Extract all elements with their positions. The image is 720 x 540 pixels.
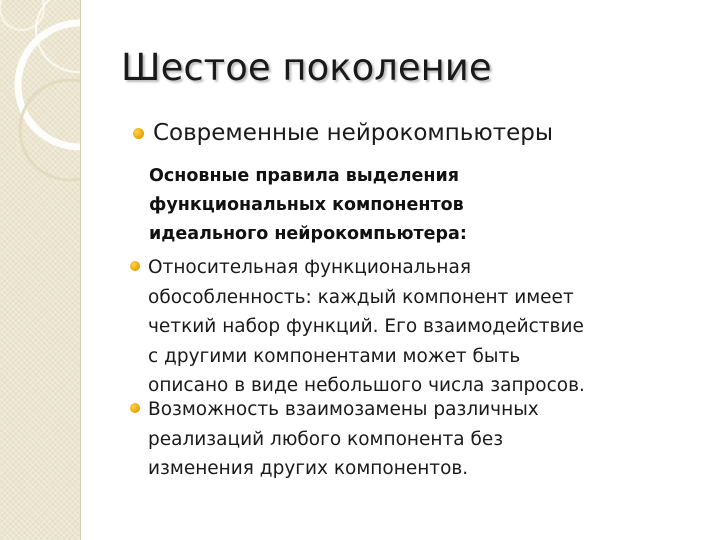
bullet-icon	[130, 403, 140, 413]
side-divider	[80, 0, 81, 540]
subheading-line: идеального нейрокомпьютера:	[149, 224, 467, 244]
decorative-side-panel	[0, 0, 80, 540]
paragraph-line: реализаций любого компонента без	[148, 428, 504, 450]
paragraph-line: обособленность: каждый компонент имеет	[148, 286, 574, 308]
paragraph-line: с другими компонентами может быть	[148, 345, 521, 367]
slide-title: Шестое поколение	[121, 46, 492, 89]
bullet-icon	[133, 128, 144, 139]
bullet-paragraph-2	[148, 395, 539, 484]
paragraph-line: изменения других компонентов.	[148, 458, 469, 479]
subheading-line: функциональных компонентов	[149, 195, 464, 215]
paragraph-line: Возможность взаимозамены различных	[148, 399, 539, 420]
paragraph-line: описано в виде небольшого числа запросов.	[148, 375, 585, 396]
main-bullet-text: Современные нейрокомпьютеры	[153, 120, 554, 146]
bullet-paragraph-1	[148, 253, 585, 401]
subheading	[149, 162, 467, 249]
paragraph-line: Относительная функциональная	[148, 257, 471, 278]
decorative-circles	[0, 0, 80, 540]
bullet-icon	[130, 261, 140, 271]
paragraph-line: четкий набор функций. Его взаимодействие	[148, 316, 584, 337]
subheading-line: Основные правила выделения	[149, 166, 459, 186]
